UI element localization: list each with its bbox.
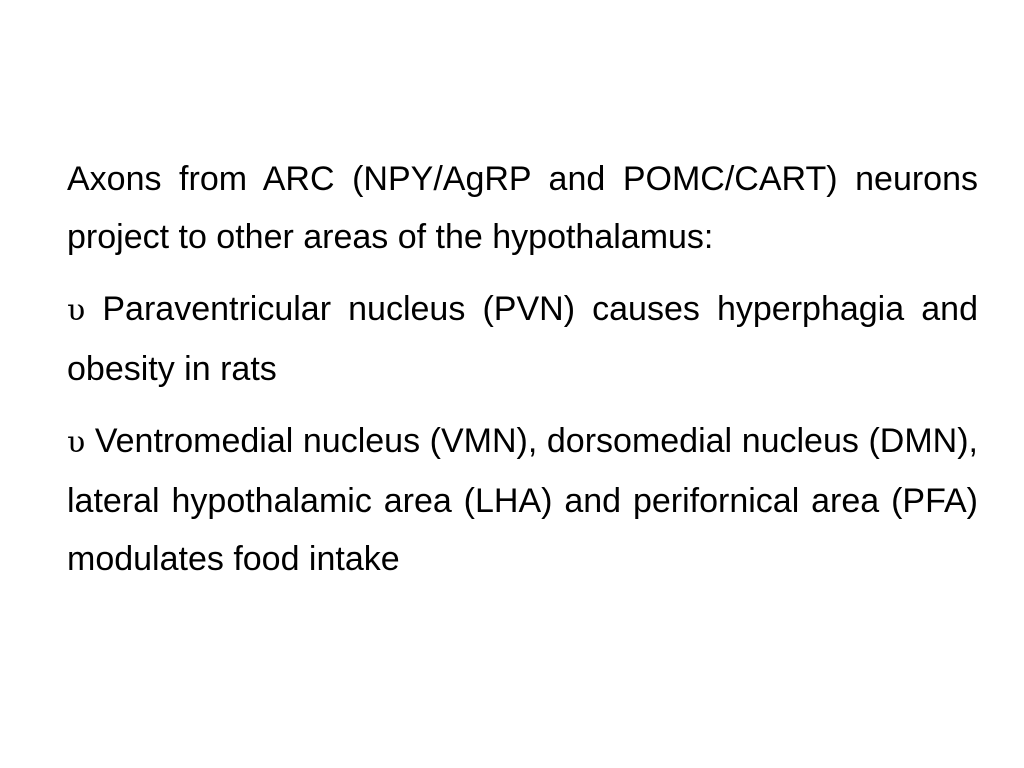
- bullet-icon: υ: [67, 425, 86, 460]
- slide-body: [67, 150, 978, 602]
- bullet-paragraph-vmn: [67, 412, 978, 588]
- bullet-text-pvn: Paraventricular nucleus (PVN) causes hyperphagia and obesity in rats: [67, 290, 978, 388]
- intro-paragraph: [67, 150, 978, 266]
- bullet-paragraph-pvn: [67, 280, 978, 398]
- bullet-text-vmn: Ventromedial nucleus (VMN), dorsomedial nucleus (DMN), lateral hypothalamic area (LHA) and perifornical area (PFA) modulates food intake: [67, 422, 978, 578]
- intro-text: Axons from ARC (NPY/AgRP and POMC/CART) neurons project to other areas of the hypothalamus:: [67, 160, 978, 256]
- bullet-icon: υ: [67, 293, 86, 328]
